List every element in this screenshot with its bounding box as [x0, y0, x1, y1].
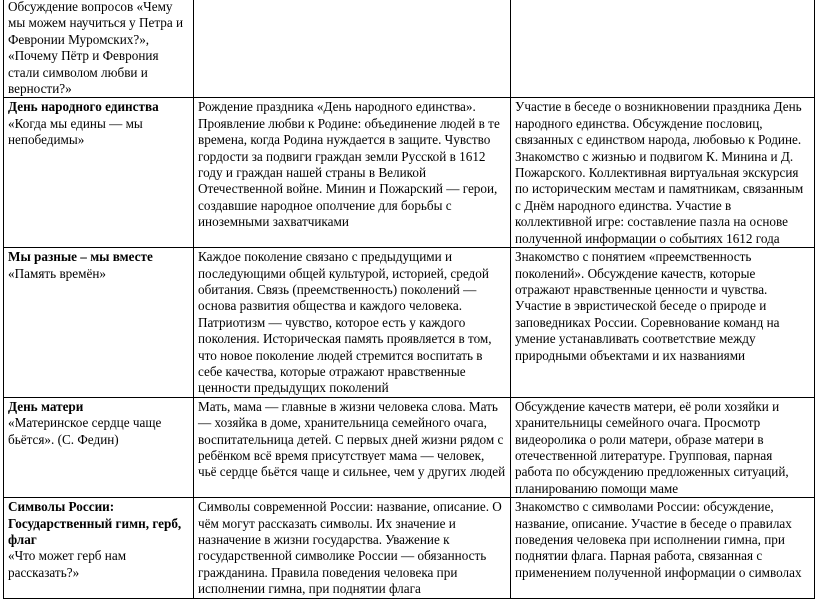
activity-cell: Знакомство с символами России: обсуждение, название, описание. Участие в беседе о правилах поведения человека при исполнении гимна, при поднятии флага. Парная работа, связанная с применением полученной информации о символах [511, 498, 815, 598]
topic-subtitle: «Когда мы едины — мы непобедимы» [8, 115, 143, 148]
activity-cell [511, 0, 815, 98]
table-row [4, 498, 815, 598]
topic-subtitle: «Что может герб нам рассказать?» [8, 548, 127, 580]
content-cell: Каждое поколение связано с предыдущими и последующими общей культурой, историей, средой обитания. Связь (преемственность) поколений — основа развития общества и каждого человека. Патриотизм — чувство, которое есть у каждого поколения. Историческая память проявляется в том, что новое поколение людей стремится воспитать в себе качества, которые отражают нравственные ценности предыдущих поколений [194, 248, 511, 398]
table-row [4, 397, 815, 497]
content-cell [194, 0, 511, 98]
topic-subtitle: «Память времён» [8, 265, 106, 281]
curriculum-table [3, 0, 815, 599]
content-cell: Символы современной России: название, описание. О чём могут рассказать символы. Их значение и назначение в жизни государства. Уважение к государственной символике России — обязанность гражданина. Правила поведения человека при исполнении гимна, при поднятии флага [194, 498, 511, 598]
topic-title: День народного единства [8, 99, 159, 115]
activity-cell: Знакомство с понятием «преемственность поколений». Обсуждение качеств, которые отражают нравственные ценности и чувства. Участие в эвристической беседе о природе и заповедниках России. Соревнование команд на умение устанавливать соответствие между природными объектами и их названиями [511, 248, 815, 398]
topic-title: Символы России: Государственный гимн, герб, флаг [8, 499, 182, 547]
content-cell: Рождение праздника «День народного единства». Проявление любви к Родине: объединение людей в те времена, когда Родина нуждается в защите. Чувство гордости за подвиги граждан земли Русской в 1612 году и граждан нашей страны в Великой Отечественной войне. Минин и Пожарский — герои, создавшие народное ополчение для борьбы с иноземными захватчиками [194, 98, 511, 248]
activity-cell: Обсуждение качеств матери, её роли хозяйки и хранительницы семейного очага. Просмотр видеоролика о роли матери, образе матери в отечественной литературе. Групповая, парная работа по обсуждению предложенных ситуаций, планированию помощи маме [511, 397, 815, 497]
table-row [4, 0, 815, 98]
topic-cell [4, 397, 194, 497]
topic-title: День матери [8, 398, 84, 414]
topic-cell [4, 498, 194, 598]
topic-subtitle: «Материнское сердце чаще бьётся». (С. Федин) [8, 415, 162, 447]
topic-subtitle: Обсуждение вопросов «Чему мы можем научиться у Петра и Февронии Муромских?», «Почему Пётр и Феврония стали символом любви и верности?» [8, 0, 184, 97]
topic-cell [4, 98, 194, 248]
table-row [4, 248, 815, 398]
topic-title: Мы разные – мы вместе [8, 249, 153, 265]
topic-cell [4, 0, 194, 98]
content-cell: Мать, мама — главные в жизни человека слова. Мать — хозяйка в доме, хранительница семейного очага, воспитательница детей. С первых дней жизни рядом с ребёнком всё время присутствует мама — человек, чьё сердце бьётся чаще и сильнее, чем у других людей [194, 397, 511, 497]
topic-cell [4, 248, 194, 398]
table-row [4, 98, 815, 248]
activity-cell: Участие в беседе о возникновении праздника День народного единства. Обсуждение пословиц, связанных с единством народа, любовью к Родине. Знакомство с жизнью и подвигом К. Минина и Д. Пожарского. Коллективная виртуальная экскурсия по историческим местам и памятникам, связанным с Днём народного единства. Участие в коллективной игре: составление пазла на основе полученной информации о событиях 1612 года [511, 98, 815, 248]
